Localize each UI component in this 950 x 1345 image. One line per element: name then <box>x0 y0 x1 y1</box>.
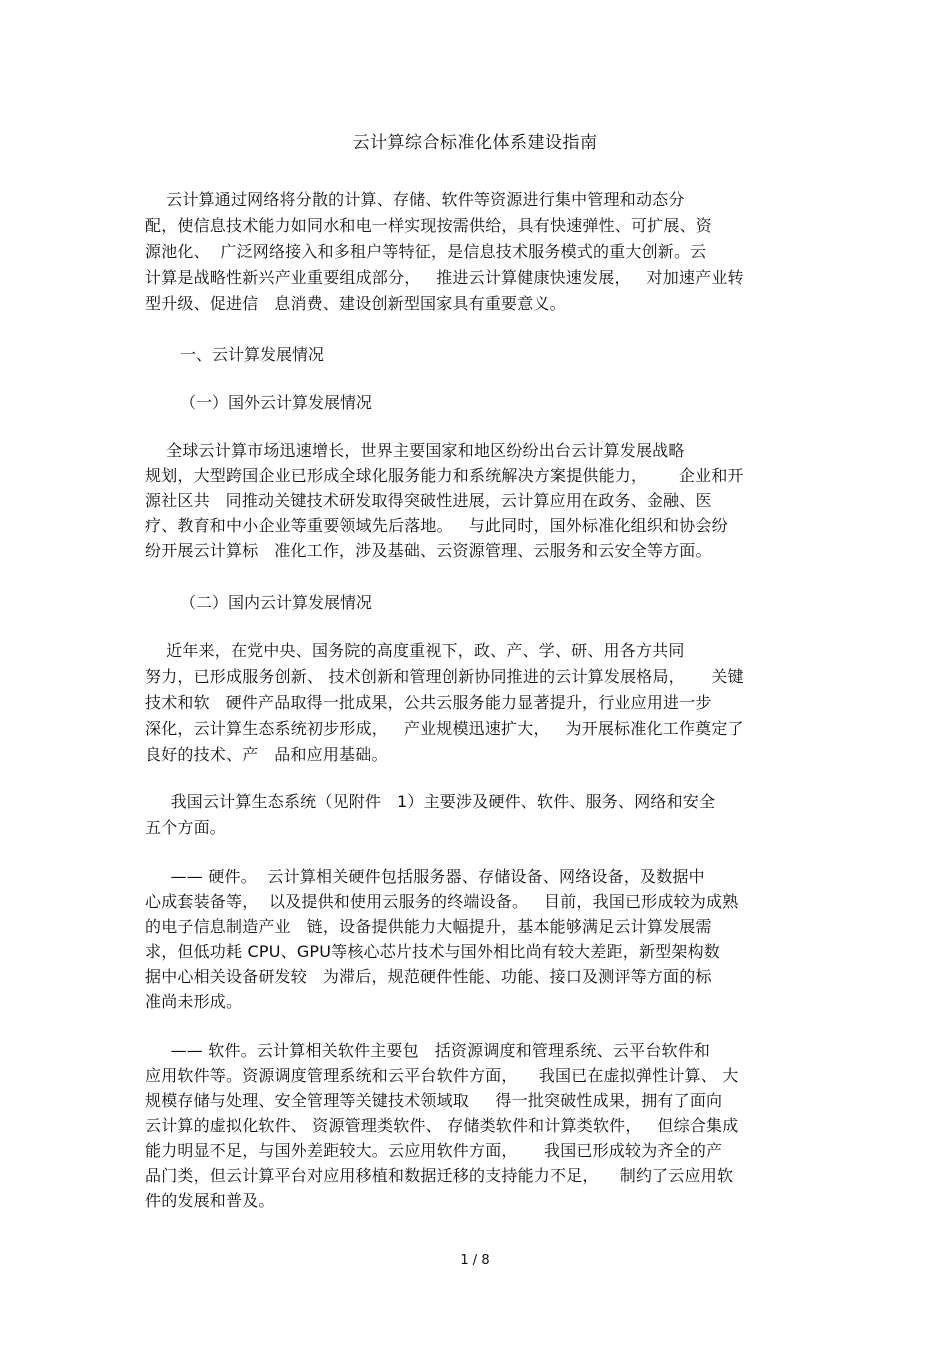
body-line: 据中心相关设备研发较 为滞后，规范硬件性能、功能、接口及测评等方面的标 <box>145 967 712 986</box>
intro-line: 型升级、促进信 息消费、建设创新型国家具有重要意义。 <box>145 294 566 313</box>
body-line: 疗、教育和中小企业等重要领域先后落地。 与此同时，国外标准化组织和协会纷 <box>145 516 728 535</box>
intro-line: 源池化、 广泛网络接入和多租户等特征，是信息技术服务模式的重大创新。云 <box>145 242 707 261</box>
body-line: 努力，已形成服务创新、 技术创新和管理创新协同推进的云计算发展格局， 关键 <box>145 667 744 686</box>
document-title: 云计算综合标准化体系建设指南 <box>352 133 598 153</box>
body-line: 规模存储与处理、安全管理等关键技术领域取 得一批突破性成果，拥有了面向 <box>145 1091 723 1110</box>
body-line: 五个方面。 <box>145 818 227 837</box>
body-line: 源社区共 同推动关键技术研发取得突破性进展，云计算应用在政务、金融、医 <box>145 491 712 510</box>
body-line: 能力明显不足，与国外差距较大。云应用软件方面， 我国已形成较为齐全的产 <box>145 1141 723 1160</box>
body-line: 我国云计算生态系统（见附件 1）主要涉及硬件、软件、服务、网络和安全 <box>160 792 716 811</box>
intro-line: 云计算通过网络将分散的计算、存储、软件等资源进行集中管理和动态分 <box>145 190 685 209</box>
subsection-heading: （二）国内云计算发展情况 <box>180 593 373 612</box>
body-line: 纷开展云计算标 准化工作，涉及基础、云资源管理、云服务和云安全等方面。 <box>145 541 712 560</box>
body-line: 深化，云计算生态系统初步形成， 产业规模迅速扩大， 为开展标准化工作奠定了 <box>145 719 744 738</box>
body-line: 应用软件等。资源调度管理系统和云平台软件方面， 我国已在虚拟弹性计算、 大 <box>145 1066 739 1085</box>
body-line: 规划，大型跨国企业已形成全球化服务能力和系统解决方案提供能力， 企业和开 <box>145 466 744 485</box>
body-line: 心成套装备等， 以及提供和使用云服务的终端设备。 目前，我国已形成较为成熟 <box>145 892 739 911</box>
body-line: 良好的技术、产 品和应用基础。 <box>145 745 388 764</box>
body-line: 准尚未形成。 <box>145 992 243 1011</box>
body-line: 品门类，但云计算平台对应用移植和数据迁移的支持能力不足， 制约了云应用软 <box>145 1166 734 1185</box>
body-line: 云计算的虚拟化软件、 资源管理类软件、 存储类软件和计算类软件， 但综合集成 <box>145 1116 739 1135</box>
intro-line: 计算是战略性新兴产业重要组成部分， 推进云计算健康快速发展， 对加速产业转 <box>145 268 744 287</box>
body-line: 求，但低功耗 CPU、GPU等核心芯片技术与国外相比尚有较大差距，新型架构数 <box>145 942 720 961</box>
subsection-heading: （一）国外云计算发展情况 <box>180 393 373 412</box>
body-line: 近年来，在党中央、国务院的高度重视下，政、产、学、研、用各方共同 <box>145 641 685 660</box>
intro-line: 配，使信息技术能力如同水和电一样实现按需供给，具有快速弹性、可扩展、资 <box>145 216 713 235</box>
page-number: 1 / 8 <box>460 1253 490 1268</box>
section-heading: 一、云计算发展情况 <box>180 345 325 364</box>
body-line: —— 软件。云计算相关软件主要包 括资源调度和管理系统、云平台软件和 <box>160 1041 711 1060</box>
body-line: 技术和软 硬件产品取得一批成果，公共云服务能力显著提升，行业应用进一步 <box>145 693 712 712</box>
body-line: 的电子信息制造产业 链，设备提供能力大幅提升，基本能够满足云计算发展需 <box>145 917 712 936</box>
body-line: 全球云计算市场迅速增长，世界主要国家和地区纷纷出台云计算发展战略 <box>145 441 685 460</box>
body-line: —— 硬件。 云计算相关硬件包括服务器、存储设备、网络设备，及数据中 <box>160 867 705 886</box>
body-line: 件的发展和普及。 <box>145 1191 275 1210</box>
